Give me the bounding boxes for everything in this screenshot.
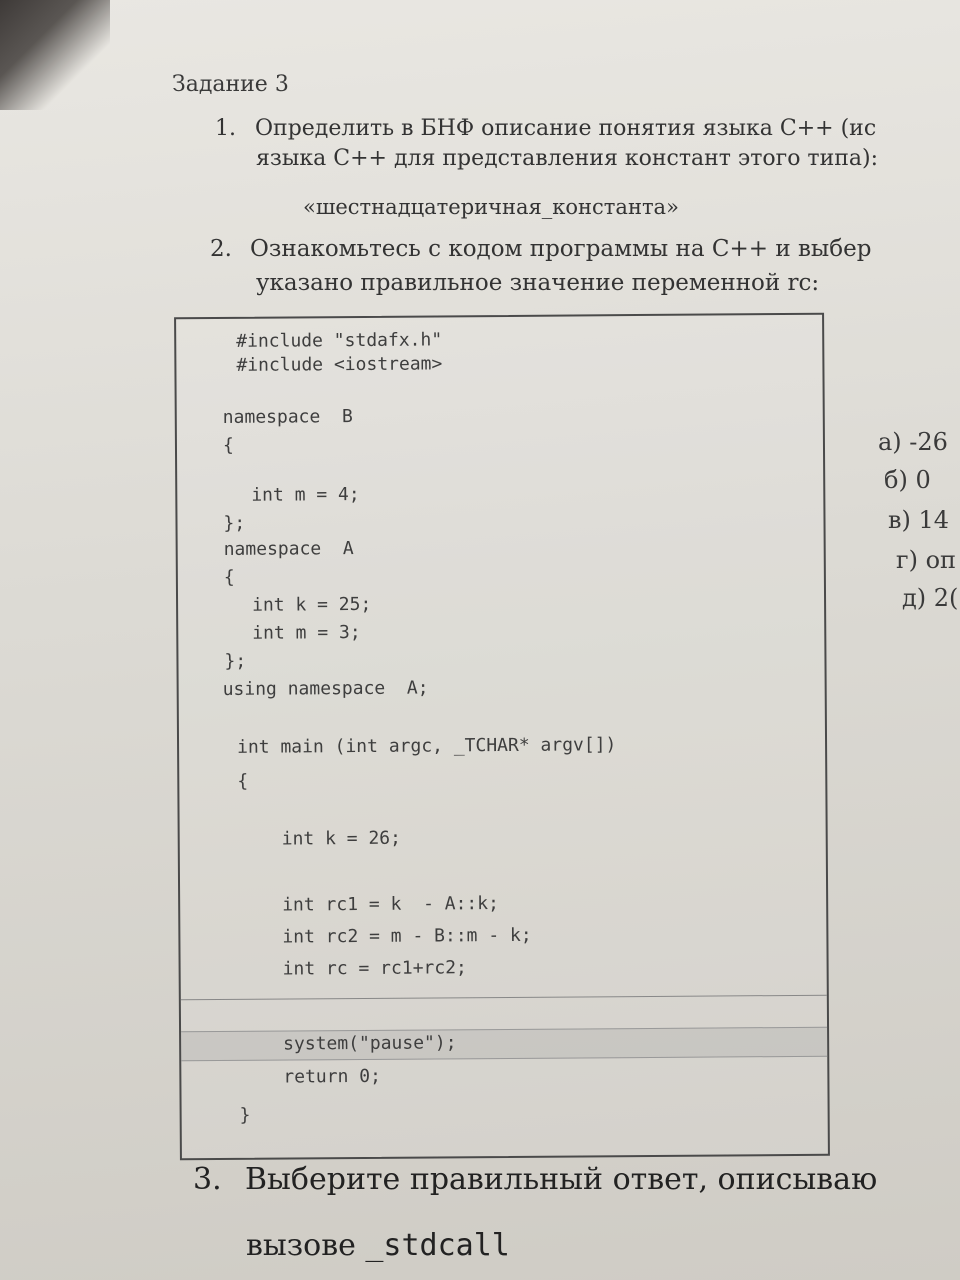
code-line: int k = 25;: [252, 593, 372, 616]
code-line: int k = 26;: [281, 827, 401, 850]
answer-option: б) 0: [884, 466, 931, 494]
code-line: system("pause");: [283, 1032, 457, 1055]
question-1-number: 1.: [215, 116, 236, 141]
question-3-line-1: [193, 1162, 877, 1197]
answer-option: д) 2(: [902, 584, 959, 612]
divider: [181, 995, 827, 1001]
question-1-line-1: [215, 114, 876, 144]
question-3-line-2: [246, 1228, 510, 1263]
code-line: }: [239, 1104, 251, 1126]
code-line: using namespace A;: [222, 677, 429, 700]
code-line: namespace A: [223, 538, 354, 560]
code-line: #include <iostream>: [236, 353, 443, 376]
question-1-text: Определить в БНФ описание понятия языка С++ (ис: [255, 116, 877, 141]
task-heading: Задание 3: [172, 72, 289, 97]
code-line: int rc2 = m - B::m - k;: [282, 924, 532, 948]
code-line: int main (int argc, _TCHAR* argv[]): [236, 734, 617, 758]
question-2-line-1: [210, 234, 871, 264]
question-3-code: _stdcall: [365, 1228, 510, 1263]
code-line: {: [223, 566, 235, 588]
code-line: };: [223, 512, 246, 534]
code-line: {: [237, 770, 249, 792]
code-box: [174, 313, 830, 1161]
code-line: #include "stdafx.h": [236, 329, 443, 352]
code-line: {: [222, 434, 234, 456]
question-1-constant: «шестнадцатеричная_константа»: [303, 195, 679, 219]
code-line: };: [224, 650, 247, 672]
question-1-line-2: языка С++ для представления констант этого типа):: [256, 146, 879, 171]
question-2-number: 2.: [210, 236, 232, 262]
shadow: [0, 0, 110, 110]
question-3-number: 3.: [193, 1162, 222, 1197]
answer-option: г) оп: [896, 546, 957, 574]
question-3-prefix: вызове: [246, 1228, 366, 1263]
code-line: return 0;: [283, 1065, 381, 1088]
code-line: int rc = rc1+rc2;: [282, 957, 467, 980]
answer-option: а) -26: [878, 428, 948, 456]
question-2-line-2: указано правильное значение переменной rc:: [256, 270, 820, 296]
highlight-band: [181, 1027, 827, 1062]
code-line: namespace B: [222, 406, 353, 428]
question-3-text: Выберите правильный ответ, описываю: [245, 1162, 878, 1197]
answer-option: в) 14: [888, 506, 950, 534]
question-2-text: Ознакомьтесь с кодом программы на С++ и выбер: [250, 236, 872, 262]
code-line: int m = 3;: [252, 621, 361, 644]
code-line: int m = 4;: [251, 483, 360, 506]
code-line: int rc1 = k - A::k;: [282, 893, 499, 916]
